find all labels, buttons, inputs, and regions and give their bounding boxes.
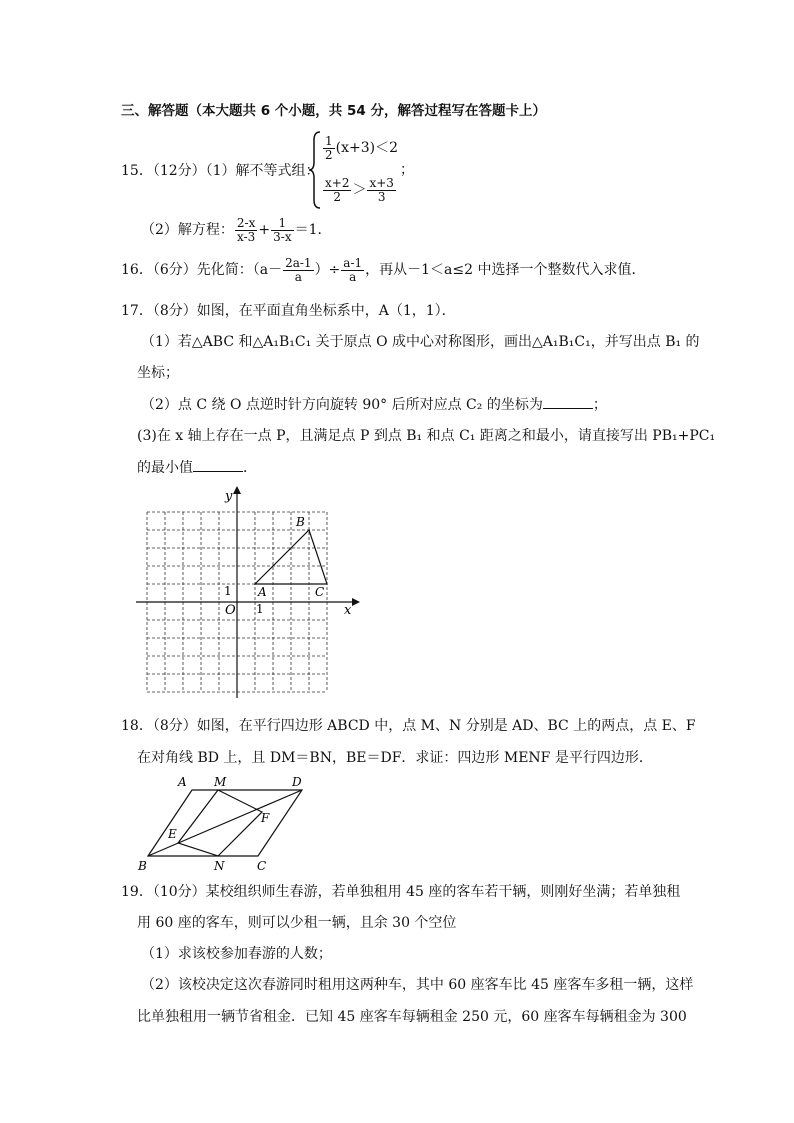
ineq2-right-fraction: $\frac{x+3}{3}$ — [369, 175, 394, 204]
parallelogram-figure — [130, 772, 320, 876]
label-n: N — [214, 859, 225, 873]
ineq1-fraction: $\frac{1}{2}$ — [325, 133, 333, 162]
origin-label: O — [225, 603, 236, 618]
q15-part2: （2）解方程： $\frac{2-x}{x-3}$ + $\frac{1}{3-x}$ ＝1． — [141, 215, 332, 244]
point-a-label: A — [258, 585, 267, 599]
q15-semicolon: ； — [400, 162, 414, 178]
x-axis-arrow — [352, 598, 360, 606]
q19-line5: 比单独租用一辆节省租金．已知 45 座客车每辆租金 250 元，60 座客车每辆租金为 300 — [137, 1009, 687, 1025]
q18-line2: 在对角线 BD 上，且 DM＝BN，BE＝DF．求证：四边形 MENF 是平行四边形． — [137, 750, 653, 766]
x-one-label: 1 — [256, 602, 264, 616]
q19-line3: （1）求该校参加春游的人数； — [141, 946, 332, 962]
q17-part3-a: (3)在 x 轴上存在一点 P，且满足点 P 到点 B₁ 和点 C₁ 距离之和最小，请直接写出 PB₁+PC₁ — [137, 428, 716, 444]
q16-frac-1: $\frac{2a-1}{a}$ — [285, 255, 312, 284]
q17-part3-b: 的最小值 ． — [137, 457, 257, 478]
diagonal-bd — [148, 790, 302, 856]
label-b: B — [138, 859, 147, 873]
label-f: F — [261, 811, 270, 825]
point-c-label: C — [315, 585, 325, 599]
q17-part2: （2）点 C 绕 O 点逆时针方向旋转 90° 后所对应点 C₂ 的坐标为 ； — [141, 394, 607, 415]
label-c: C — [257, 859, 267, 873]
label-e: E — [168, 827, 177, 841]
q19-line4: （2）该校决定这次春游同时租用这两种车，其中 60 座客车比 45 座客车多租一辆，这样 — [141, 977, 694, 993]
section-title: 三、解答题（本大题共 6 个小题，共 54 分，解答过程写在答题卡上） — [121, 103, 546, 119]
label-a: A — [178, 775, 187, 789]
ineq2-left-fraction: $\frac{x+2}{2}$ — [325, 175, 350, 204]
answer-blank-c2[interactable] — [543, 394, 593, 409]
coordinate-grid-figure — [130, 480, 370, 700]
q17-head: 17．（8分）如图，在平面直角坐标系中，A（1，1）． — [121, 303, 456, 319]
q19-line2: 用 60 座的客车，则可以少租一辆，且余 30 个空位 — [137, 915, 457, 931]
q15-frac-2: $\frac{1}{3-x}$ — [273, 215, 292, 244]
x-label: x — [344, 603, 352, 618]
quadrilateral-menf — [178, 790, 262, 856]
point-b-label: B — [296, 515, 305, 529]
q18-line1: 18．（8分）如图，在平行四边形 ABCD 中，点 M、N 分别是 AD、BC 上的两点，点 E、F — [121, 718, 696, 734]
y-axis-arrow — [233, 486, 241, 494]
y-one-label: 1 — [224, 584, 232, 598]
q17-part1-a: （1）若△ABC 和△A₁B₁C₁ 关于原点 O 成中心对称图形，画出△A₁B₁C₁，并写出点 B₁ 的 — [141, 334, 700, 350]
q19-line1: 19．（10分）某校组织师生春游，若单独租用 45 座的客车若干辆，则刚好坐满；若单独租 — [121, 884, 681, 900]
q16-frac-2: $\frac{a-1}{a}$ — [343, 255, 363, 284]
q15-frac-1: $\frac{2-x}{x-3}$ — [236, 215, 256, 244]
inequality-2: $\frac{x+2}{2}$ ＞ $\frac{x+3}{3}$ — [325, 175, 394, 204]
q17-part1-b: 坐标； — [137, 365, 179, 381]
system-brace — [308, 130, 322, 210]
label-d: D — [292, 775, 302, 789]
answer-blank-min[interactable] — [193, 457, 243, 472]
question-16: 16．（6分）先化简：（a－ $\frac{2a-1}{a}$ ）÷ $\frac{a-1}{a}$ ，再从－1＜a≤2 中选择一个整数代入求值． — [121, 255, 646, 284]
label-m: M — [214, 775, 227, 789]
inequality-1: $\frac{1}{2}$ (x+3)＜2 — [325, 133, 399, 162]
y-label: y — [225, 489, 233, 504]
q15-prefix: 15．（12分）（1）解不等式组： — [121, 163, 320, 179]
